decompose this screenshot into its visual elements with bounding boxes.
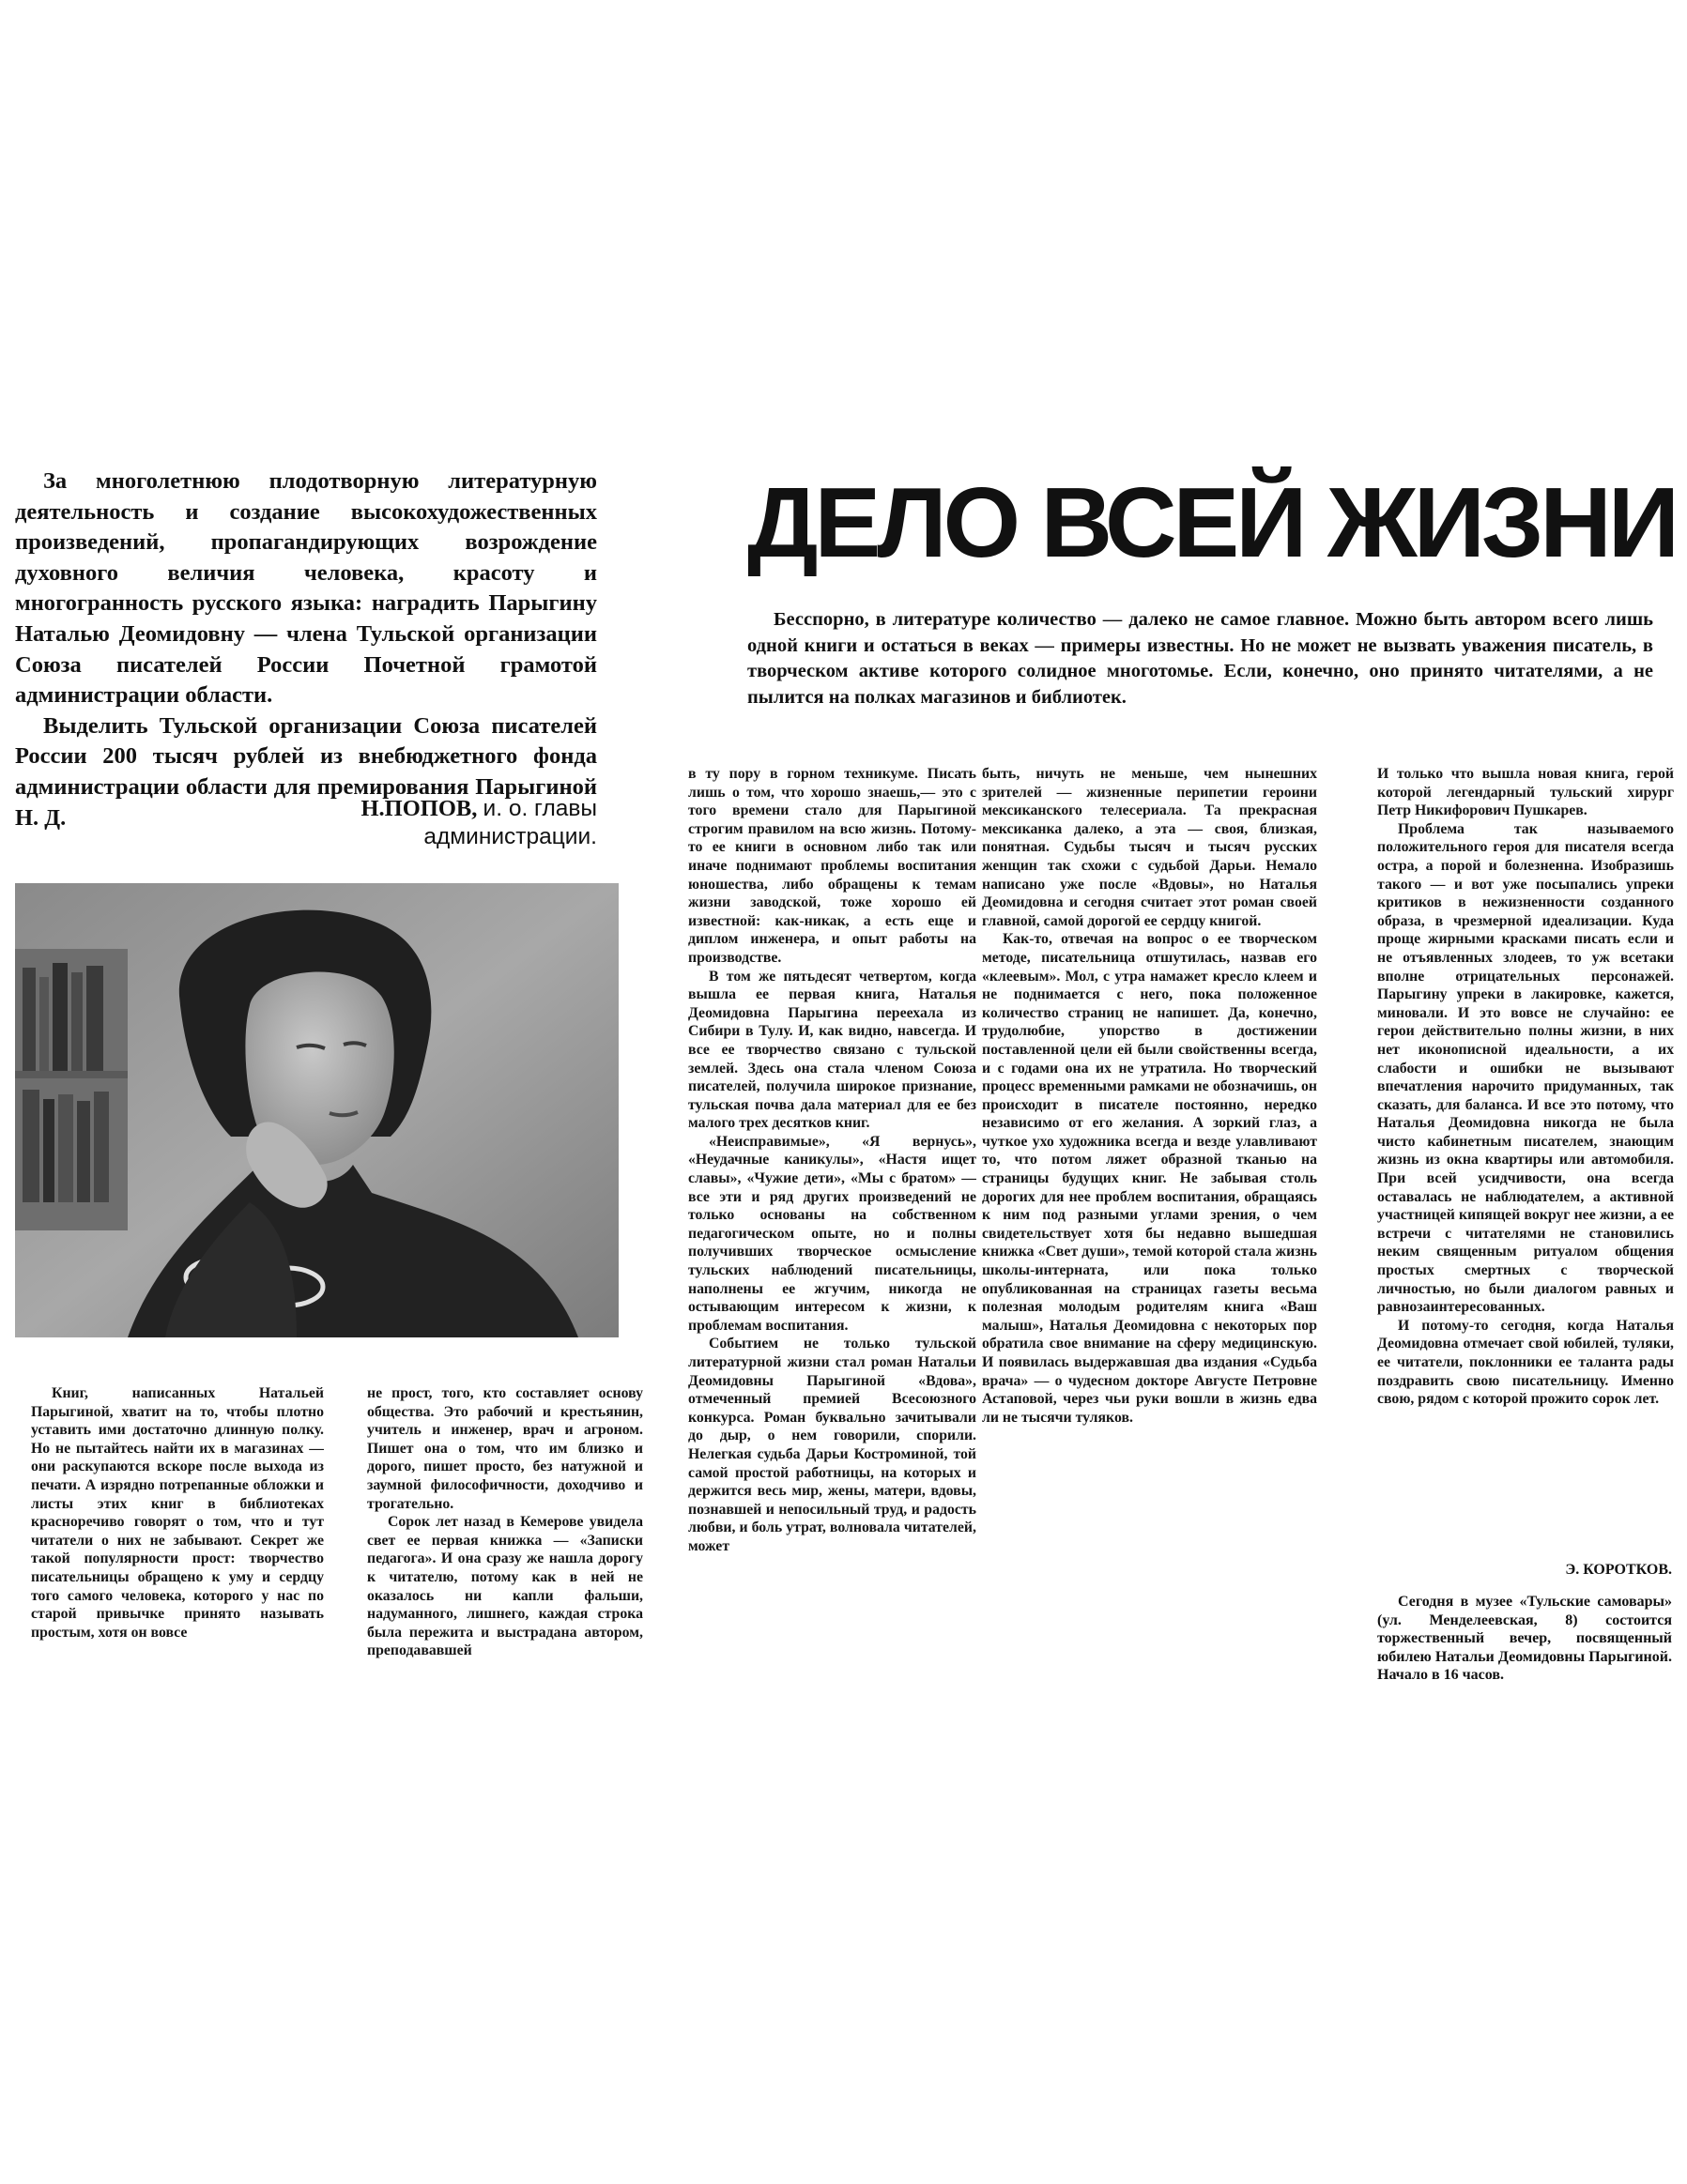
- portrait-photo: [15, 883, 619, 1337]
- decree-paragraph: Выделить Тульской организации Союза писателей России 200 тысяч рублей из внебюджетного фонда администрации области для премирования Парыгиной Н. Д.: [15, 712, 597, 831]
- column-paragraph: в ту пору в горном техникуме. Писать лишь о том, что хорошо знаешь,— это с того времени стало для Парыгиной строгим правилом на всю жизнь. Потому-то ее книги в основном либо так или иначе поднимают проблемы воспитания юношества, либо обращены к темам жизни заводской, тоже хорошо ей известной: как-никак, а есть еще и диплом инженера, и опыт работы на производстве.: [688, 766, 976, 966]
- article-author: Э. КОРОТКОВ.: [1565, 1562, 1672, 1578]
- article-column-1: [31, 1384, 324, 1732]
- column-paragraph: И только что вышла новая книга, герой которой легендарный тульский хирург Петр Никифорович Пушкарев.: [1377, 766, 1674, 819]
- column-paragraph: не прост, того, кто составляет основу общества. Это рабочий и крестьянин, учитель и инженер, врач и агроном. Пишет она о том, что им близко и дорого, пишет просто, без натужной и заумной философичности, доходчиво и трогательно.: [367, 1385, 643, 1512]
- column-paragraph: Книг, написанных Натальей Парыгиной, хватит на то, чтобы плотно уставить ими достаточно длинную полку. Но не пытайтесь найти их в магазинах — они раскупаются вскоре после выхода из печати. А изрядно потрепанные обложки и листы этих книг в библиотеках красноречиво говорят о том, что и тут читатели о них не забывают. Секрет же такой популярности прост: творчество писательницы обращено к уму и сердцу того самого человека, которого у нас по старой привычке принято называть простым, хотя он вовсе: [31, 1385, 324, 1641]
- article-column-5: [1377, 765, 1674, 1544]
- event-notice: [1377, 1593, 1672, 1685]
- notice-paragraph: Сегодня в музее «Тульские самовары» (ул. Менделеевская, 8) состоится торжественный вечер, посвященный юбилею Натальи Деомидовны Парыгиной. Начало в 16 часов.: [1377, 1594, 1672, 1684]
- article-lead: [747, 607, 1653, 710]
- lead-paragraph: Бесспорно, в литературе количество — далеко не самое главное. Можно быть автором всего лишь одной книги и остаться в веках — примеры известны. Но не может не вызвать уважения писатель, в творческом активе которого солидное многотомье. Если, конечно, оно принято читателями, а не пылится на полках магазинов и библиотек.: [747, 609, 1653, 708]
- decree-signature: [188, 795, 597, 851]
- column-paragraph: Проблема так называемого положительного героя для писателя всегда остра, а порой и болезненна. Изобразишь такого — и вот уже посыпались упреки критиков в нежизненности созданного образа, в чрезмерной идеализации. Куда проще жирными красками писать если и не отъявленных злодеев, то уж всетаки вполне отрицательных персонажей. Парыгину упреки в лакировке, кажется, миновали. И это вовсе не случайно: ее герои действительно полны жизни, в них нет иконописной идеальности, а их слабости и ошибки не вызывают впечатления нарочито придуманных, так сказать, для баланса. И все это потому, что Наталья Деомидовна никогда не была чисто кабинетным писателем, знающим жизнь из окна квартиры или автомобиля. При всей усидчивости, она всегда оставалась не наблюдателем, а активной участницей кипящей вокруг нее жизни, а ее встречи с читателями не становились неким священным ритуалом общения простых смертных с творческой личностью, но были диалогом равных и равнозаинтересованных.: [1377, 820, 1674, 1316]
- column-paragraph: «Неисправимые», «Я вернусь», «Неудачные каникулы», «Настя ищет славы», «Чужие дети», «Мы с братом» — все эти и ряд других произведений не только основаны на собственном педагогическом опыте, но и полны получивших творческое осмысление тульских наблюдений писательницы, наполнены ее жгучим, никогда не остывающим интересом к жизни, к проблемам воспитания.: [688, 1133, 976, 1334]
- signature-role-line2: администрации.: [423, 824, 597, 849]
- column-paragraph: Как-то, отвечая на вопрос о ее творческом методе, писательница отшутилась, назвав его «клеевым». Мол, с утра намажет кресло клеем и не поднимается с него, пока положенное количество страниц не напишет. Да, конечно, трудолюбие, упорство в достижении поставленной цели ей были свойственны всегда, и с годами она их не утратила. Но творческий процесс временными рамками не обозначишь, он происходит в писателе постоянно, нередко независимо от его желания. А зоркий глаз, а чуткое ухо художника всегда и везде улавливают то, что потом ляжет образной тканью на страницы будущих книг. Не забывая столь дорогих для нее проблем воспитания, обращаясь к ним под разными углами зрения, о чем свидетельствует хотя бы недавно вышедшая книжка «Свет души», темой которой стала жизнь школы-интерната, или пока только опубликованная на страницах газеты весьма полезная молодым родителям книга «Ваш малыш», Наталья Деомидовна с некоторых пор обратила свое внимание на сферу медицинскую. И появилась выдержавшая два издания «Судьба врача» — о чудесном докторе Августе Петровне Астаповой, через чьи руки вошли в жизнь едва ли не тысячи туляков.: [982, 931, 1317, 1426]
- signature-role-line1: и. о. главы: [483, 796, 597, 821]
- column-paragraph: Событием не только тульской литературной жизни стал роман Натальи Деомидовны Парыгиной «Вдова», отмеченный премией Всесоюзного конкурса. Роман буквально зачитывали до дыр, о нем говорили, спорили. Нелегкая судьба Дарьи Костроминой, той самой простой работницы, на которых и держится весь мир, жены, матери, вдовы, познавшей и непосильный труд, и радость любви, и боль утрат, волновала читателей, может: [688, 1336, 976, 1554]
- decree-block: [15, 466, 597, 833]
- decree-paragraph: За многолетнюю плодотворную литературную деятельность и создание высокохудожественных произведений, пропагандирующих возрождение духовного величия человека, красоту и многогранность русского языка: наградить Парыгину Наталью Деомидовну — члена Тульской организации Союза писателей России Почетной грамотой администрации области.: [15, 468, 597, 709]
- article-column-4: [982, 765, 1317, 1694]
- column-paragraph: В том же пятьдесят четвертом, когда вышла ее первая книга, Наталья Деомидовна Парыгина переехала из Сибири в Тулу. И, как видно, навсегда. И все ее творчество связано с тульской землей. Здесь она стала членом Союза писателей, получила широкое признание, тульская почва дала материал для ее без малого трех десятков книг.: [688, 968, 976, 1132]
- signature-name: Н.ПОПОВ,: [360, 796, 478, 821]
- column-paragraph: И потому-то сегодня, когда Наталья Деомидовна отмечает свой юбилей, туляки, ее читатели, поклонники ее таланта рады поздравить свою писательницу. Именно свою, рядом с которой прожито сорок лет.: [1377, 1317, 1674, 1408]
- article-column-2: [367, 1384, 643, 1732]
- article-headline: ДЕЛО ВСЕЙ ЖИЗНИ: [747, 467, 1677, 578]
- article-column-3: [688, 765, 976, 1722]
- column-paragraph: быть, ничуть не меньше, чем нынешних зрителей — жизненные перипетии героини мексиканского телесериала. Та прекрасная мексиканка далеко, а эта — своя, близкая, понятная. Судьбы тысяч и тысяч русских женщин так схожи с судьбой Дарьи. Немало написано уже после «Вдовы», но Наталья Деомидовна и сегодня считает этот роман своей главной, самой дорогой ее сердцу книгой.: [982, 766, 1317, 929]
- column-paragraph: Сорок лет назад в Кемерове увидела свет ее первая книжка — «Записки педагога». И она сразу же нашла дорогу к читателю, потому как в ней не оказалось ни капли фальши, надуманного, лишнего, каждая строка была пережита и выстрадана автором, преподававшей: [367, 1514, 643, 1659]
